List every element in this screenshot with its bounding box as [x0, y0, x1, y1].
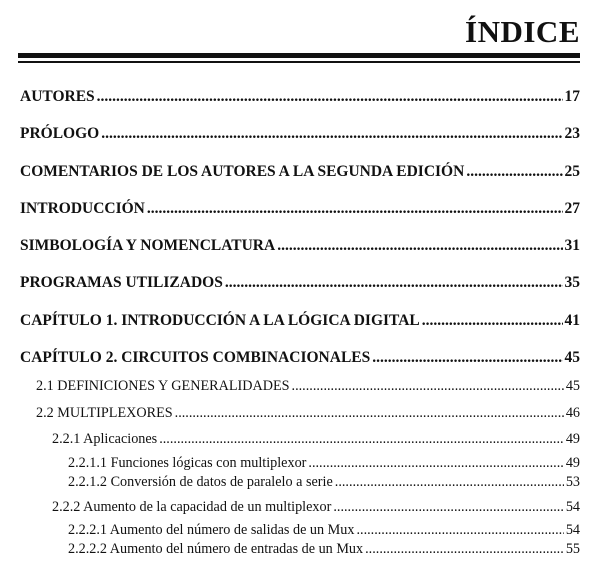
leader-dots [466, 163, 562, 181]
toc-entry-label: 2.2.1.2 Conversión de datos de paralelo a serie [68, 474, 333, 490]
toc-entry-label: AUTORES [20, 88, 95, 105]
toc-entry-capitulo-2 [20, 349, 580, 367]
leader-dots [147, 200, 563, 218]
toc-entry-programas [20, 274, 580, 292]
toc-entry-simbologia [20, 237, 580, 255]
toc-entry-2-2-1-2 [68, 474, 580, 491]
toc-entry-label: 2.2.1.1 Funciones lógicas con multiplexor [68, 455, 307, 471]
leader-dots [365, 541, 564, 558]
toc-entry-page: 49 [565, 455, 580, 471]
toc-entry-page: 23 [564, 125, 580, 142]
leader-dots [277, 237, 562, 255]
leader-dots [225, 274, 563, 292]
toc-entry-label: CAPÍTULO 2. CIRCUITOS COMBINACIONALES [20, 349, 371, 366]
toc-entry-label: 2.2.2.2 Aumento del número de entradas de un Mux [68, 541, 364, 557]
toc-entry-label: INTRODUCCIÓN [20, 200, 145, 217]
toc-entry-page: 31 [564, 237, 580, 254]
toc-entry-page: 27 [564, 200, 580, 217]
toc-entry-2-2-1 [52, 431, 580, 448]
leader-dots [335, 474, 564, 491]
toc-entry-2-2-2-2 [68, 541, 580, 558]
toc-entry-label: 2.1 DEFINICIONES Y GENERALIDADES [36, 378, 290, 394]
leader-dots [101, 125, 562, 143]
toc-entry-page: 35 [564, 274, 580, 291]
toc-entry-introduccion [20, 200, 580, 218]
leader-dots [356, 522, 563, 539]
toc-entry-label: 2.2.1 Aplicaciones [52, 431, 158, 447]
toc-entry-page: 54 [565, 499, 580, 515]
page-title: ÍNDICE [465, 14, 580, 49]
toc-entry-label: COMENTARIOS DE LOS AUTORES A LA SEGUNDA EDICIÓN [20, 163, 465, 180]
toc-entry-page: 41 [564, 312, 580, 329]
toc-entry-page: 45 [565, 378, 580, 394]
leader-dots [175, 405, 564, 422]
toc-entry-prologo [20, 125, 580, 143]
leader-dots [159, 431, 564, 448]
toc-entry-2-2-2-1 [68, 522, 580, 539]
toc-entry-page: 54 [565, 522, 580, 538]
leader-dots [308, 455, 563, 472]
toc-entry-page: 53 [565, 474, 580, 490]
toc-entry-page: 25 [564, 163, 580, 180]
toc-entry-comentarios [20, 163, 580, 181]
toc-entry-label: 2.2.2.1 Aumento del número de salidas de un Mux [68, 522, 355, 538]
toc-entry-capitulo-1 [20, 312, 580, 330]
toc-entry-2-2-2 [52, 499, 580, 516]
toc-entry-2-1 [36, 378, 580, 395]
leader-dots [372, 349, 562, 367]
toc-entry-2-2-1-1 [68, 455, 580, 472]
toc-entry-autores [20, 88, 580, 106]
toc-entry-page: 17 [564, 88, 580, 105]
toc-entry-2-2 [36, 405, 580, 422]
toc-entry-label: PROGRAMAS UTILIZADOS [20, 274, 223, 291]
toc-entry-page: 49 [565, 431, 580, 447]
toc-entry-page: 55 [565, 541, 580, 557]
toc-entry-label: 2.2.2 Aumento de la capacidad de un multiplexor [52, 499, 332, 515]
toc-entry-label: PRÓLOGO [20, 125, 100, 142]
leader-dots [422, 312, 563, 330]
leader-dots [292, 378, 564, 395]
leader-dots [97, 88, 563, 106]
toc-entry-label: CAPÍTULO 1. INTRODUCCIÓN A LA LÓGICA DIGITAL [20, 312, 420, 329]
toc-entry-label: SIMBOLOGÍA Y NOMENCLATURA [20, 237, 276, 254]
toc-entry-page: 46 [565, 405, 580, 421]
toc-entry-label: 2.2 MULTIPLEXORES [36, 405, 173, 421]
toc-entry-page: 45 [564, 349, 580, 366]
leader-dots [333, 499, 563, 516]
